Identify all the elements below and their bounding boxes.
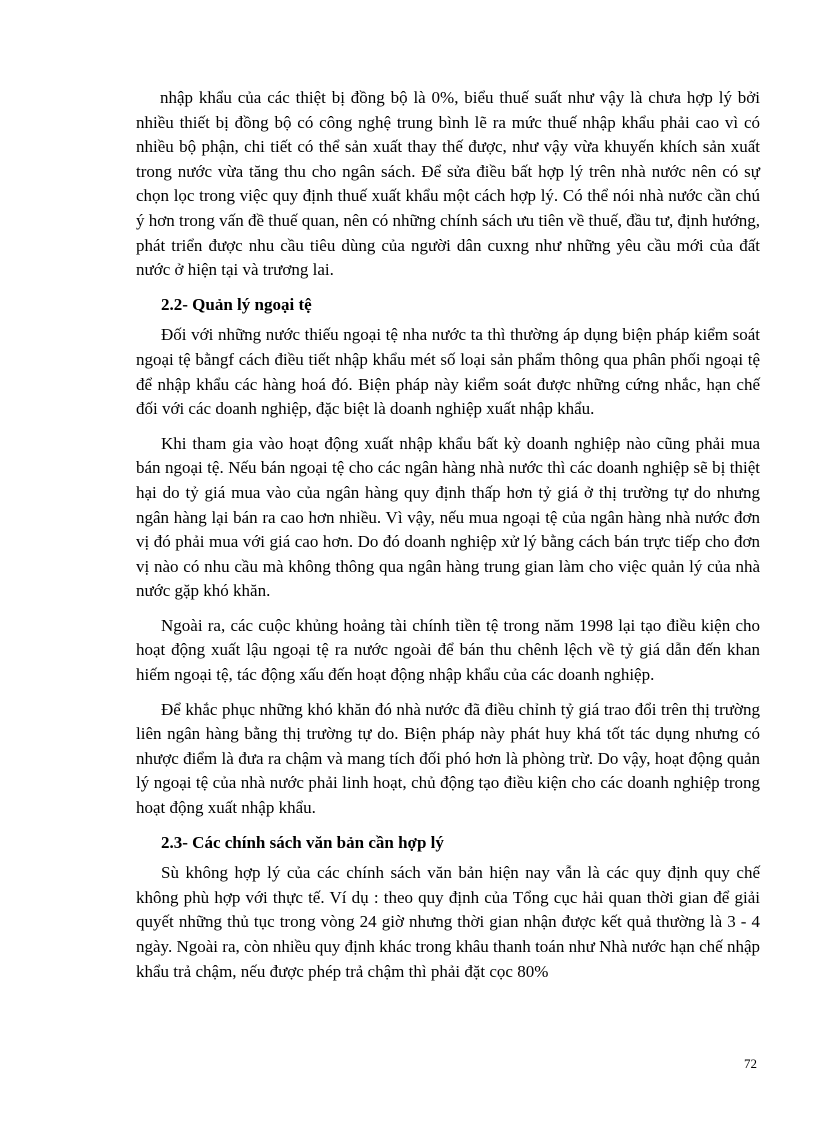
- paragraph-policy-issues: Sù không hợp lý của các chính sách văn bản hiện nay vẫn là các quy định quy chế không phù hợp với thực tế. Ví dụ : theo quy định của Tổng cục hải quan thời gian để giải quyết những thủ tục trong vòng 24 giờ nhưng thời gian nhận được kết quả thường là 3 - 4 ngày. Ngoài ra, còn nhiều quy định khác trong khâu thanh toán như Nhà nước hạn chế nhập khẩu trả chậm, nếu được phép trả chậm thì phải đặt cọc 80%: [136, 863, 760, 981]
- paragraph-tariff-continuation: nhập khẩu của các thiệt bị đồng bộ là 0%, biểu thuế suất như vậy là chưa hợp lý bởi nhiều thiết bị đồng bộ có công nghệ trung bình lẽ ra mức thuế nhập khẩu phải cao vì có nhiều bộ phận, chi tiết có thể sản xuất thay thế được, như vậy vừa khuyến khích sản xuất trong nước vừa tăng thu cho ngân sách. Để sửa điều bất hợp lý trên nhà nước nên có sự chọn lọc trong việc quy định thuế xuất khẩu một cách hợp lý. Có thể nói nhà nước cần chú ý hơn trong vấn đề thuế quan, nên có những chính sách ưu tiên về thuế, đầu tư, định hướng, phát triển được nhu cầu tiêu dùng của người dân cuxng như những yêu cầu mới của đất nước ở hiện tại và trương lai.: [136, 88, 760, 280]
- paragraph-currency-control: Đối với những nước thiếu ngoại tệ nha nước ta thì thường áp dụng biện pháp kiểm soát ngoại tệ bằngf cách điều tiết nhập khẩu mét số loại sản phẩm thông qua phân phối ngoại tệ để nhập khẩu các hàng hoá đó. Biện pháp này kiểm soát được những cứng nhắc, hạn chế đối với các doanh nghiệp, đặc biệt là doanh nghiệp xuất nhập khẩu.: [136, 325, 760, 419]
- page-number: 72: [744, 1056, 757, 1071]
- paragraph-exchange-rate-adjustment: Để khắc phục những khó khăn đó nhà nước đã điều chỉnh tỷ giá trao đổi trên thị trường liên ngân hàng bằng thị trường tự do. Biện pháp này phát huy khá tốt tác dụng nhưng có nhược điểm là đưa ra chậm và mang tích đối phó hơn là phòng trừ. Do vậy, hoạt động quản lý ngoại tệ của nhà nước phải linh hoạt, chủ động tạo điều kiện cho các doanh nghiệp trong hoạt động xuất nhập khẩu.: [136, 699, 760, 818]
- paragraph-currency-trading: Khi tham gia vào hoạt động xuất nhập khẩu bất kỳ doanh nghiệp nào cũng phải mua bán ngoại tệ. Nếu bán ngoại tệ cho các ngân hàng nhà nước thì các doanh nghiệp sẽ bị thiệt hại do tỷ giá mua vào của ngân hàng quy định thấp hơn tỷ giá ở thị trường tự do nhưng ngân hàng lại bán ra cao hơn nhiều. Vì vậy, nếu mua ngoại tệ của ngân hàng nhà nước đơn vị đó phải mua với giá cao hơn. Do đó doanh nghiệp xử lý bằng cách bán trực tiếp cho đơn vị nào có nhu cầu mà không thông qua ngân hàng trung gian làm cho việc quản lý của nhà nước gặp khó khăn.: [136, 433, 760, 601]
- section-heading-policy-documents: 2.3- Các chính sách văn bản cần hợp lý: [161, 832, 444, 852]
- paragraph-financial-crisis: Ngoài ra, các cuộc khủng hoảng tài chính tiền tệ trong năm 1998 lại tạo điều kiện cho hoạt động xuất lậu ngoại tệ ra nước ngoài để bán thu chênh lệch về tỷ giá dẫn đến khan hiếm ngoại tệ, tác động xấu đến hoạt động nhập khẩu của các doanh nghiệp.: [136, 615, 760, 685]
- section-heading-foreign-currency: 2.2- Quản lý ngoại tệ: [161, 294, 312, 314]
- document-body: [136, 86, 760, 994]
